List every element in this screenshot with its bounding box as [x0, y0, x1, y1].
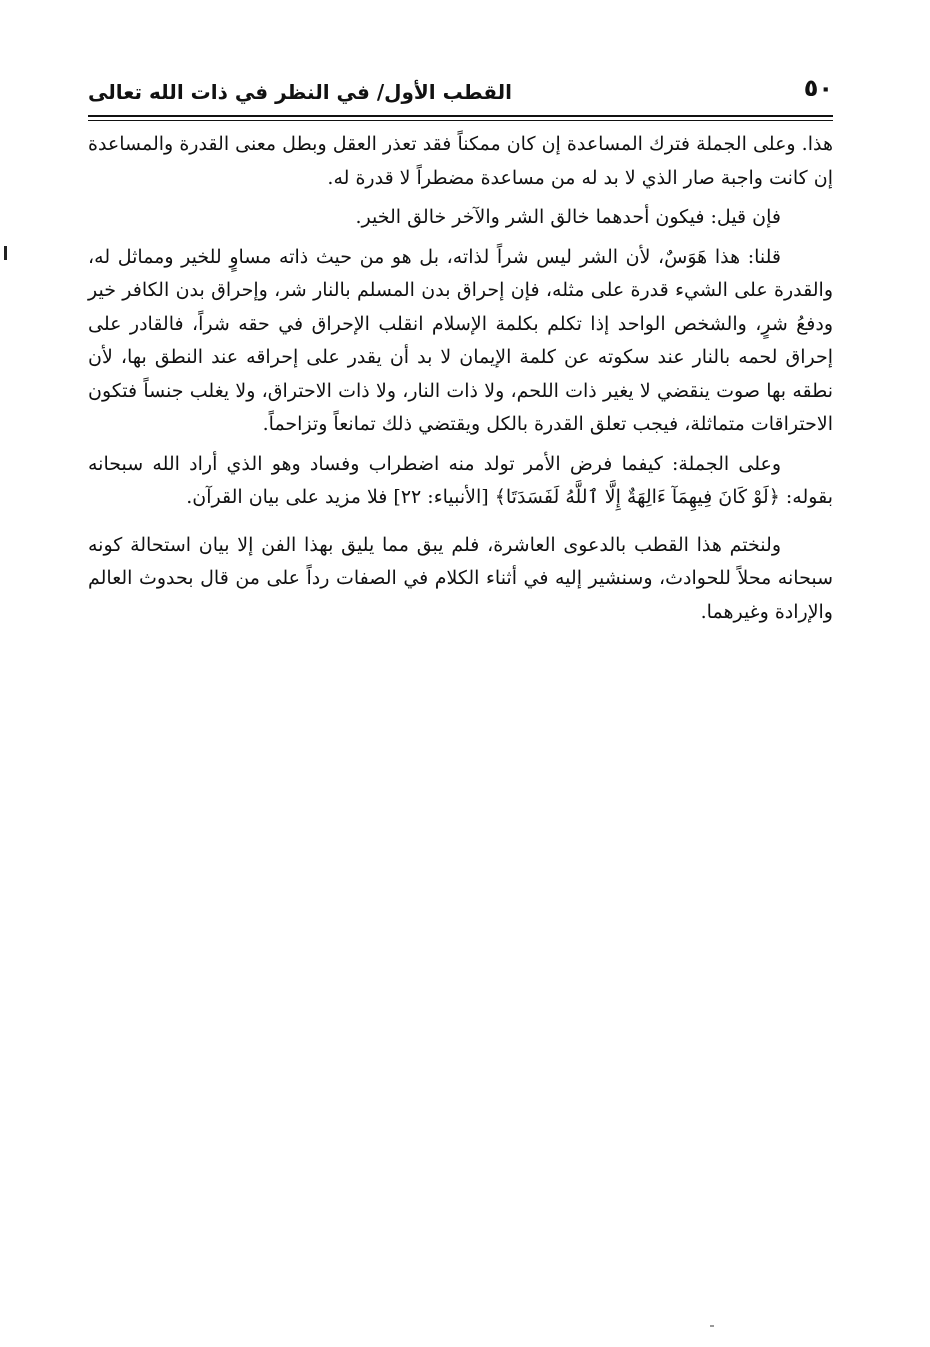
- running-header: [88, 72, 833, 112]
- margin-scan-mark: [4, 246, 7, 260]
- chapter-title: القطب الأول/ في النظر في ذات الله تعالى: [88, 80, 513, 104]
- paragraph-reply: قلنا: هذا هَوَسٌ، لأن الشر ليس شراً لذاته، بل هو من حيث ذاته مساوٍ للخير ومماثل له، والقدرة على الشيء قدرة على مثله، فإن إحراق بدن المسلم بالنار شر، وإحراق بدن الكافر خير ودفعُ شرٍ، والشخص الواحد إذا تكلم بكلمة الإسلام انقلب الإحراق في حقه شراً، فالقادر على إحراق لحمه بالنار عند سكوته عن كلمة الإيمان لا بد أن يقدر على إحراقه عند النطق بها، لأن نطقه بها صوت ينقضي لا يغير ذات اللحم، ولا ذات النار، ولا ذات الاحتراق، ولا يغلب جنساً فتكون الاحتراقات متماثلة، فيجب تعلق القدرة بالكل ويقتضي ذلك تمانعاً وتزاحماً.: [88, 245, 833, 435]
- paragraph-conclusion: ولنختم هذا القطب بالدعوى العاشرة، فلم يبق مما يليق بهذا الفن إلا بيان استحالة كونه سبحانه محلاً للحوادث، وسنشير إليه في أثناء الكلام في الصفات رداً على من قال بحدوث العالم والإرادة وغيرهما.: [88, 533, 833, 623]
- paragraph-quran-citation: وعلى الجملة: كيفما فرض الأمر تولد منه اضطراب وفساد وهو الذي أراد الله سبحانه بقوله: ﴿لَوْ كَانَ فِيهِمَآ ءَالِهَةٌ إِلَّا ٱللَّهُ لَفَسَدَتَا﴾ [الأنبياء: ٢٢] فلا مزيد على بيان القرآن.: [88, 452, 833, 508]
- header-rule: [88, 115, 833, 121]
- body-text: [88, 128, 833, 629]
- page-number: ٥٠: [803, 74, 833, 102]
- paragraph-objection: فإن قيل: فيكون أحدهما خالق الشر والآخر خالق الخير.: [355, 206, 781, 228]
- scan-speck: [710, 1325, 714, 1327]
- paragraph-continuation: هذا. وعلى الجملة فترك المساعدة إن كان ممكناً فقد تعذر العقل وبطل معنى القدرة والمساعدة إن كانت واجبة صار الذي لا بد له من مساعدة مضطراً لا قدرة له.: [88, 133, 833, 189]
